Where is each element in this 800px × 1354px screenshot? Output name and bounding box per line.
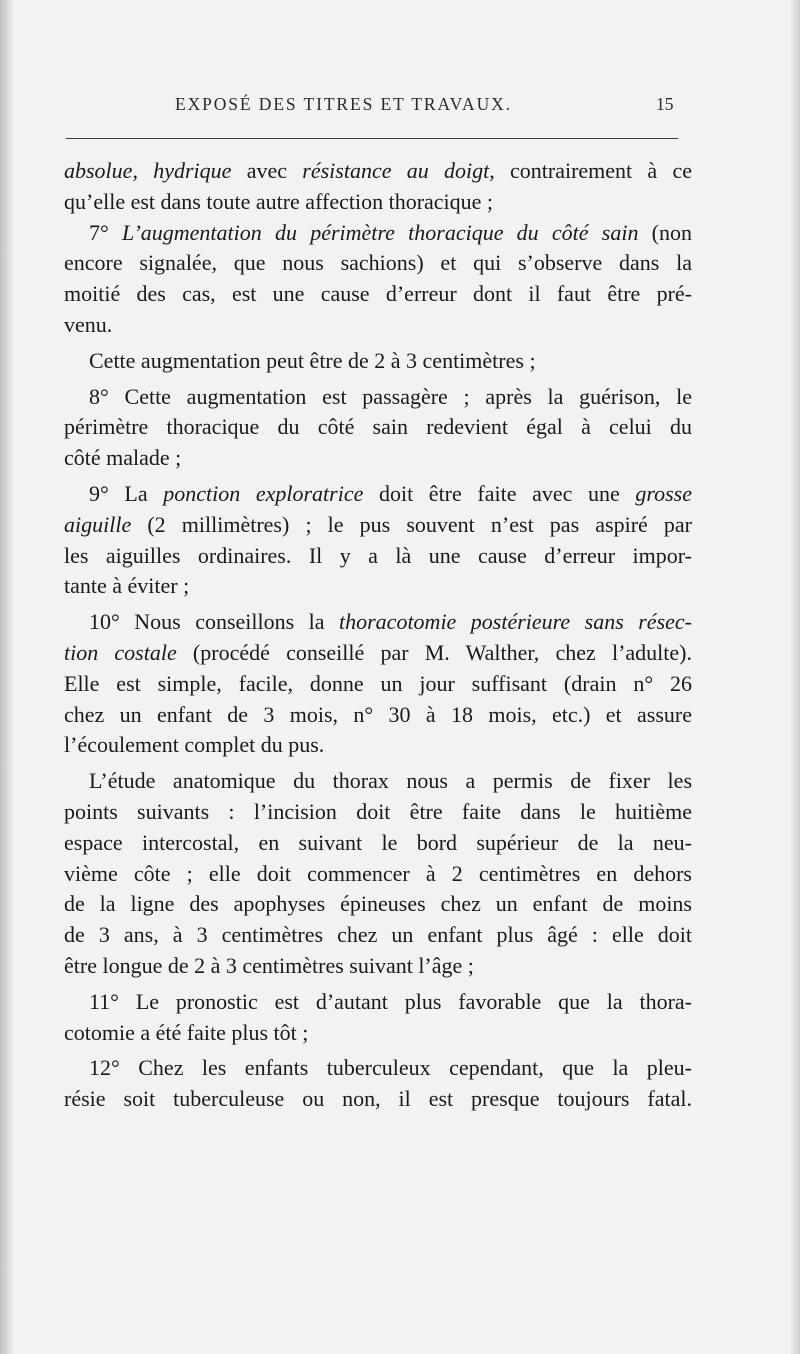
text-line (64, 479, 692, 510)
text-segment: 7° (89, 219, 123, 245)
page-edge-shadow (790, 0, 800, 1354)
text-segment: résie soit tuberculeuse ou non, il est presque toujours fatal. (64, 1086, 692, 1112)
text-segment: 8° Cette augmentation est passagère ; après la guérison, le (89, 383, 692, 409)
italic-phrase: grosse (635, 480, 692, 506)
italic-phrase: absolue, hydrique (64, 158, 232, 183)
text-line (64, 766, 692, 797)
italic-phrase: tion costale (64, 639, 177, 665)
text-line (64, 443, 692, 474)
text-line (64, 638, 692, 669)
text-segment: contrairement à ce (494, 158, 692, 183)
text-line (64, 346, 692, 377)
text-segment: moitié des cas, est une cause d’erreur dont il faut être pré- (64, 281, 692, 307)
text-line (64, 730, 692, 761)
italic-phrase: thoracotomie postérieure sans résec- (339, 609, 692, 635)
text-segment: de 3 ans, à 3 centimètres chez un enfant plus âgé : elle doit (64, 922, 692, 948)
text-segment: les aiguilles ordinaires. Il y a là une cause d’erreur impor- (64, 542, 692, 568)
italic-phrase: ponction exploratrice (163, 480, 364, 506)
text-line (64, 1084, 692, 1115)
text-line (64, 669, 692, 700)
text-segment: 12° Chez les enfants tuberculeux cependant, que la pleu- (89, 1055, 692, 1081)
text-segment: (non (638, 219, 692, 245)
text-line (64, 951, 692, 982)
text-line (64, 889, 692, 920)
text-line (64, 859, 692, 890)
text-line (64, 700, 692, 731)
header-rule (66, 138, 678, 139)
text-segment: points suivants : l’incision doit être faite dans le huitième (64, 798, 692, 824)
page-edge-shadow (0, 0, 14, 1354)
text-segment: être longue de 2 à 3 centimètres suivant l’âge ; (64, 952, 474, 978)
italic-phrase: résistance au doigt, (302, 158, 495, 183)
text-segment: 10° Nous conseillons la (89, 609, 339, 635)
text-line (64, 607, 692, 638)
italic-phrase: L’augmentation du périmètre thoracique du côté sain (122, 219, 639, 245)
text-segment: cotomie a été faite plus tôt ; (64, 1019, 309, 1045)
text-line (64, 382, 692, 413)
text-segment: périmètre thoracique du côté sain redevient égal à celui du (64, 414, 692, 440)
page-number: 15 (656, 94, 674, 114)
text-line (64, 797, 692, 828)
text-segment: de la ligne des apophyses épineuses chez un enfant de moins (64, 891, 692, 917)
text-line (64, 279, 692, 310)
text-segment: Elle est simple, facile, donne un jour suffisant (drain n° 26 (64, 670, 692, 696)
text-segment: espace intercostal, en suivant le bord supérieur de la neu- (64, 829, 692, 855)
text-line (64, 541, 692, 572)
running-title: EXPOSÉ DES TITRES ET TRAVAUX. (175, 94, 512, 114)
text-segment: 11° Le pronostic est d’autant plus favorable que la thora- (89, 988, 692, 1014)
text-line (64, 187, 692, 218)
text-line (64, 1018, 692, 1049)
body-text (64, 156, 692, 1115)
text-segment: encore signalée, que nous sachions) et qui s’observe dans la (64, 250, 692, 276)
italic-phrase: aiguille (64, 511, 132, 537)
text-line (64, 248, 692, 279)
text-line (64, 310, 692, 341)
text-segment: l’écoulement complet du pus. (64, 732, 325, 758)
text-line (64, 1053, 692, 1084)
text-segment: côté malade ; (64, 445, 182, 471)
text-segment: 9° La (89, 480, 164, 506)
text-line (64, 987, 692, 1018)
text-segment: avec (231, 158, 303, 183)
text-line (64, 156, 692, 187)
text-segment: venu. (64, 311, 113, 337)
text-line (64, 510, 692, 541)
text-segment: tante à éviter ; (64, 573, 190, 599)
text-segment: chez un enfant de 3 mois, n° 30 à 18 mois, etc.) et assure (64, 701, 692, 727)
text-line (64, 218, 692, 249)
text-segment: qu’elle est dans toute autre affection thoracique ; (64, 188, 494, 214)
text-segment: doit être faite avec une (363, 480, 636, 506)
text-line (64, 828, 692, 859)
text-line (64, 571, 692, 602)
text-segment: (procédé conseillé par M. Walther, chez l’adulte). (176, 639, 692, 665)
text-segment: vième côte ; elle doit commencer à 2 centimètres en dehors (64, 860, 692, 886)
text-line (64, 920, 692, 951)
text-line (64, 412, 692, 443)
text-segment: Cette augmentation peut être de 2 à 3 centimètres ; (89, 347, 536, 373)
text-segment: L’étude anatomique du thorax nous a permis de fixer les (89, 768, 692, 794)
text-segment: (2 millimètres) ; le pus souvent n’est pas aspiré par (131, 511, 692, 537)
